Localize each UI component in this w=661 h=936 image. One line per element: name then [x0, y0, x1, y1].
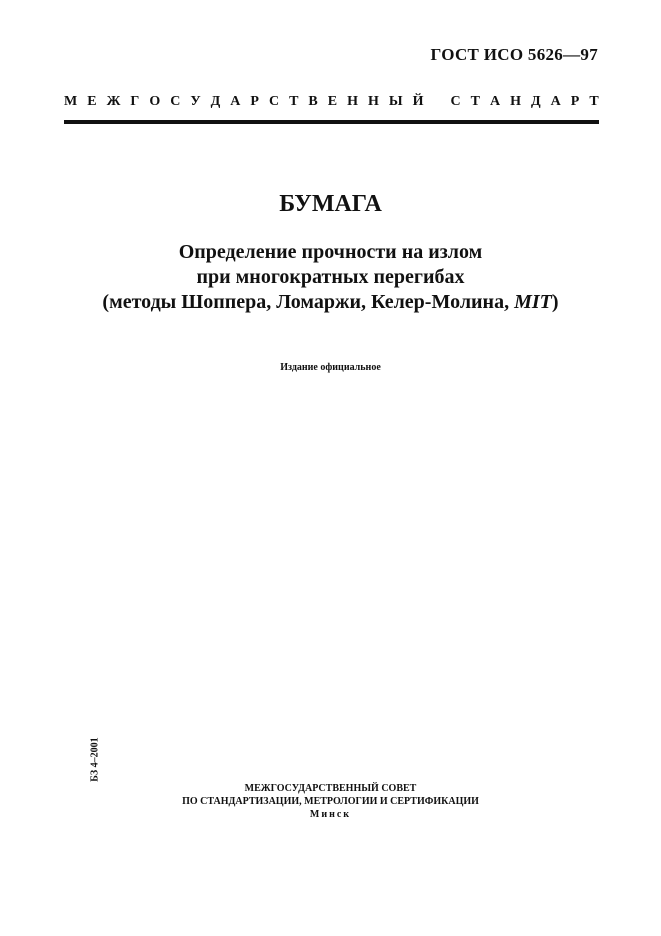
standard-type-letter: У [190, 94, 201, 109]
standard-type-letter: С [450, 94, 461, 109]
header-rule [64, 120, 599, 124]
subtitle-line-3-italic: MIT [514, 291, 552, 313]
standard-type-letter: Д [531, 94, 541, 109]
standard-number: ГОСТ ИСО 5626—97 [430, 45, 598, 64]
standard-type-letter: Ж [106, 94, 121, 109]
subtitle-line-1: Определение прочности на излом [178, 241, 483, 263]
standard-type-gap [434, 94, 441, 110]
standard-type-letter: Д [210, 94, 221, 109]
edition-note: Издание официальное [280, 362, 381, 373]
subtitle-line-3-prefix: (методы Шоппера, Ломаржи, Келер-Молина, [102, 291, 515, 313]
standard-type-letter: В [308, 94, 318, 109]
standard-type-letter: Т [470, 94, 480, 109]
standard-type [64, 94, 599, 110]
document-subtitle [0, 240, 661, 315]
standard-type-letter: Т [589, 94, 599, 109]
standard-type-letter: А [230, 94, 241, 109]
standard-type-letter: Г [130, 94, 140, 109]
subtitle-line-3 [0, 290, 661, 315]
publisher-city: Минск [309, 809, 352, 820]
standard-type-letter: Н [347, 94, 358, 109]
publisher-line-1: МЕЖГОСУДАРСТВЕННЫЙ СОВЕТ [244, 783, 417, 794]
document-title: БУМАГА [279, 191, 382, 217]
standard-type-letter: А [490, 94, 501, 109]
standard-type-letter: Т [289, 94, 299, 109]
standard-type-letter: М [64, 94, 78, 109]
standard-type-letter: Е [327, 94, 338, 109]
standard-type-letter: Й [412, 94, 424, 109]
publisher-line-2: ПО СТАНДАРТИЗАЦИИ, МЕТРОЛОГИИ И СЕРТИФИКАЦИИ [182, 796, 479, 807]
standard-type-letter: Н [368, 94, 379, 109]
standard-type-letter: Е [87, 94, 97, 109]
standard-type-letter: Р [250, 94, 259, 109]
standard-type-letter: Н [510, 94, 522, 109]
standard-type-letter: А [550, 94, 561, 109]
standard-type-letter: С [268, 94, 280, 109]
standard-type-letter: О [149, 94, 161, 109]
subtitle-line-2: при многократных перегибах [196, 266, 465, 288]
subtitle-line-3-suffix: ) [551, 291, 559, 313]
standard-type-letter: С [170, 94, 181, 109]
publisher-block [0, 782, 661, 821]
standard-type-letter: Ы [388, 94, 403, 109]
standard-type-letter: Р [570, 94, 580, 109]
side-code: БЗ 4–2001 [89, 737, 101, 782]
